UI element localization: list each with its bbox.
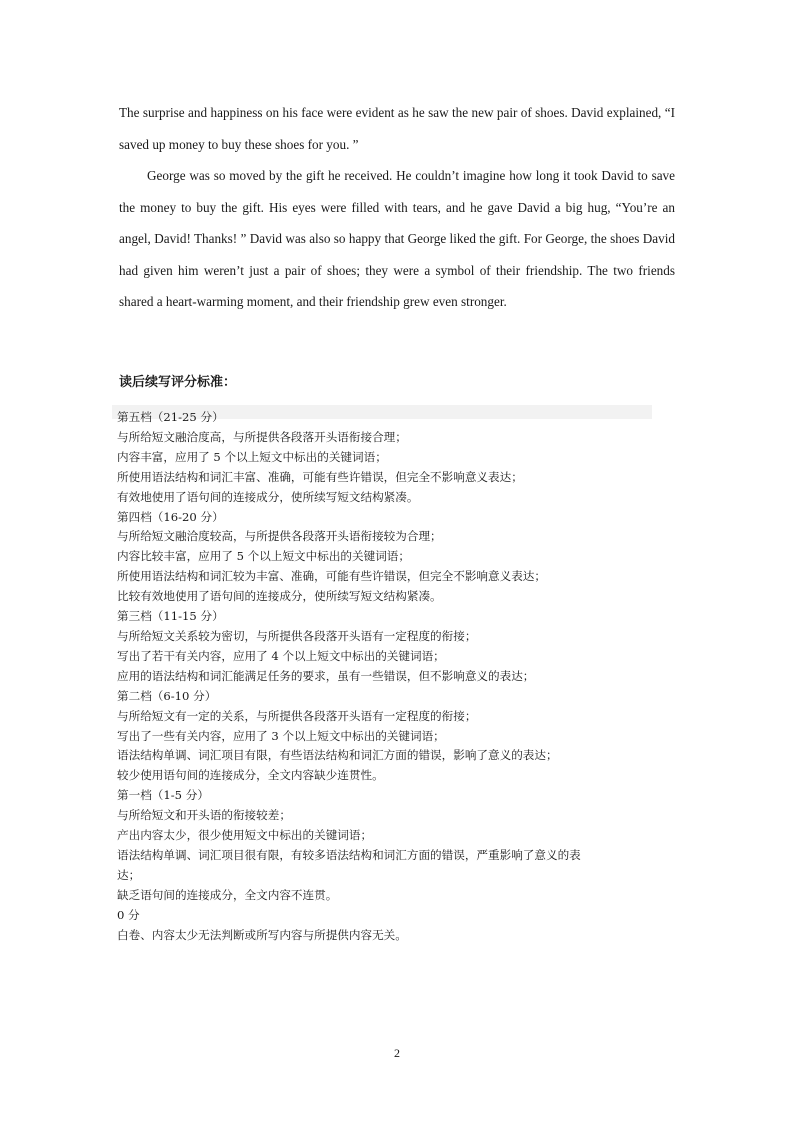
rubric-level-title: 第四档（16-20 分） — [117, 509, 224, 524]
rubric-line: 较少使用语句间的连接成分，全文内容缺少连贯性。 — [117, 768, 384, 783]
rubric-line: 有效地使用了语句间的连接成分，使所续写短文结构紧凑。 — [117, 489, 419, 504]
rubric-line: 语法结构单调、词汇项目很有限，有较多语法结构和词汇方面的错误，严重影响了意义的表 — [117, 847, 581, 862]
rubric-line: 产出内容太少，很少使用短文中标出的关键词语； — [117, 828, 373, 843]
story-paragraph: The surprise and happiness on his face were evident as he saw the new pair of shoes. David explained, “I saved up money to buy these shoes for you. ” — [119, 105, 675, 152]
rubric-line: 写出了若干有关内容，应用了 4 个以上短文中标出的关键词语； — [117, 648, 445, 663]
rubric-line: 语法结构单调、词汇项目有限，有些语法结构和词汇方面的错误，影响了意义的表达； — [117, 748, 558, 763]
rubric-line: 与所给短文有一定的关系，与所提供各段落开头语有一定程度的衔接； — [117, 708, 477, 723]
rubric-heading: 读后续写评分标准： — [119, 375, 237, 390]
rubric-line: 白卷、内容太少无法判断或所写内容与所提供内容无关。 — [117, 927, 407, 942]
rubric-line: 内容丰富，应用了 5 个以上短文中标出的关键词语； — [117, 449, 387, 464]
rubric-line: 与所给短文和开头语的衔接较差； — [117, 808, 291, 823]
page-number: 2 — [394, 1046, 400, 1060]
rubric-level-title: 第一档（1-5 分） — [117, 788, 209, 803]
rubric-level-title: 第五档（21-25 分） — [117, 410, 224, 424]
rubric-body — [117, 408, 650, 945]
rubric-level-title: 0 分 — [117, 907, 140, 922]
rubric-line: 与所给短文融洽度较高，与所提供各段落开头语衔接较为合理； — [117, 529, 442, 544]
rubric-line: 与所给短文关系较为密切，与所提供各段落开头语有一定程度的衔接； — [117, 628, 477, 643]
rubric-line: 内容比较丰富，应用了 5 个以上短文中标出的关键词语； — [117, 549, 410, 564]
story-paragraph: George was so moved by the gift he received. He couldn’t imagine how long it took David to save the money to buy the gift. His eyes were filled with tears, and he gave David a big hug, “You’re an angel, David! Thanks! ” David was also so happy that George liked the gift. For George, the shoes David had given him weren’t just a pair of shoes; they were a symbol of their friendship. The two friends shared a heart-warming moment, and their friendship grew even stronger. — [119, 168, 675, 309]
rubric-level-title: 第二档（6-10 分） — [117, 688, 217, 703]
rubric-level-title: 第三档（11-15 分） — [117, 609, 224, 624]
story-text — [119, 97, 675, 318]
rubric-line: 所使用语法结构和词汇较为丰富、准确，可能有些许错误，但完全不影响意义表达； — [117, 569, 546, 584]
rubric-line: 所使用语法结构和词汇丰富、准确，可能有些许错误，但完全不影响意义表达； — [117, 469, 523, 484]
rubric-line: 写出了一些有关内容，应用了 3 个以上短文中标出的关键词语； — [117, 728, 445, 743]
rubric-line: 缺乏语句间的连接成分，全文内容不连贯。 — [117, 887, 338, 902]
rubric-line: 与所给短文融洽度高，与所提供各段落开头语衔接合理； — [117, 429, 407, 444]
rubric-line: 应用的语法结构和词汇能满足任务的要求，虽有一些错误，但不影响意义的表达； — [117, 668, 535, 683]
rubric-line: 达； — [117, 867, 141, 882]
rubric-line: 比较有效地使用了语句间的连接成分，使所续写短文结构紧凑。 — [117, 589, 442, 604]
